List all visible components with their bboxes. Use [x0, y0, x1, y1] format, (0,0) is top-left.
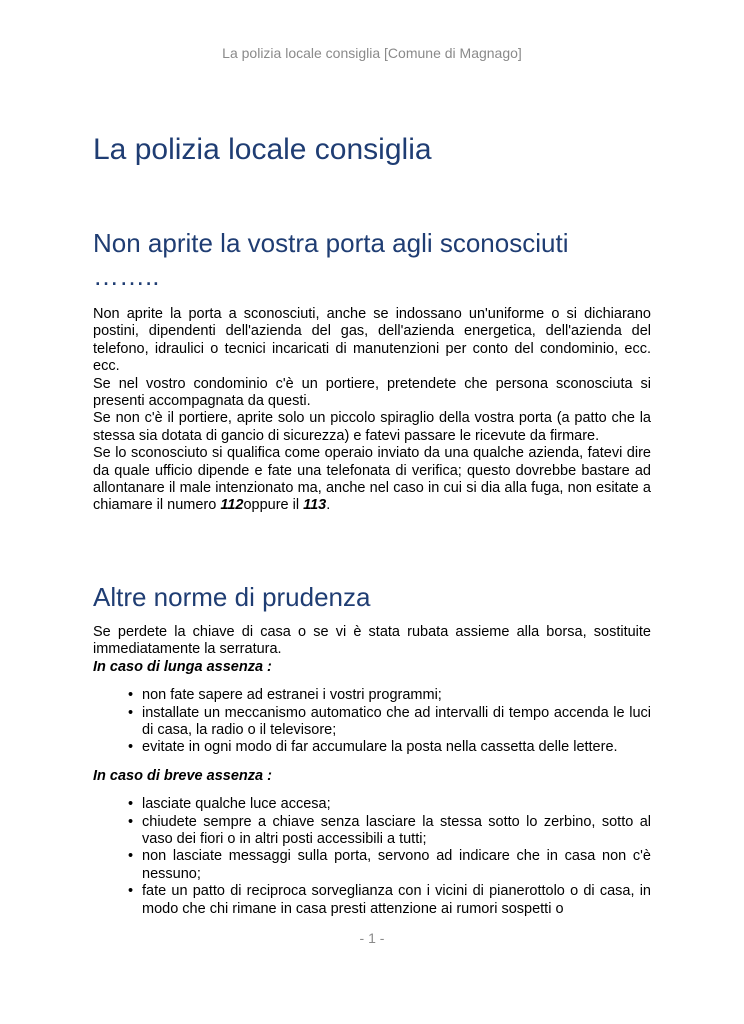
section-heading-door-line1: Non aprite la vostra porta agli sconosciuti	[93, 228, 569, 258]
list-item	[126, 814, 651, 849]
list-long-absence	[93, 687, 651, 757]
bullet-icon: •	[128, 848, 134, 865]
emergency-number-112: 112	[220, 497, 244, 514]
section-heading-prudence: Altre norme di prudenza	[93, 582, 371, 612]
section-body-door	[93, 306, 651, 515]
paragraph-text: Se lo sconosciuto si qualifica come operaio inviato da una qualche azienda, fatevi dire da quale ufficio dipende e fate una telefonata di verifica; questo dovrebbe bastare ad allontanare il male intenzionato ma, anche nel caso in cui si dia alla fuga, non esitate a chiamare il numero	[93, 445, 651, 514]
emergency-number-113: 113	[303, 497, 327, 514]
paragraph: Non aprite la porta a sconosciuti, anche se indossano un'uniforme o si dichiarano postini, dipendenti dell'azienda del gas, dell'azienda energetica, dell'azienda del telefono, idraulici o tecnici incaricati di manutenzioni per conto del condominio, ecc. ecc.	[93, 306, 651, 375]
list-item	[126, 687, 651, 704]
list-item	[126, 848, 651, 883]
page-title: La polizia locale consiglia	[93, 133, 432, 166]
paragraph: Se non c'è il portiere, aprite solo un piccolo spiraglio della vostra porta (a patto che la stessa sia dotata di gancio di sicurezza) e fatevi passare le ricevute da firmare.	[93, 410, 651, 444]
list-item-text: non lasciate messaggi sulla porta, servono ad indicare che in casa non c'è nessuno;	[142, 848, 651, 882]
list-item	[126, 883, 651, 918]
list-item	[126, 796, 651, 813]
list-item-text: chiudete sempre a chiave senza lasciare la stessa sotto lo zerbino, sotto al vaso dei fiori o in altri posti accessibili a tutti;	[142, 813, 651, 848]
subheading-short-absence: In caso di breve assenza :	[93, 767, 272, 784]
paragraph-intro: Se perdete la chiave di casa o se vi è stata rubata assieme alla borsa, sostituite immediatamente la serratura.	[93, 624, 651, 658]
section-heading-door	[93, 227, 653, 293]
bullet-icon: •	[128, 883, 134, 900]
bullet-icon: •	[128, 796, 134, 813]
list-item	[126, 739, 651, 756]
paragraph-end: .	[326, 497, 331, 514]
list-item-text: fate un patto di reciproca sorveglianza con i vicini di pianerottolo o di casa, in modo che chi rimane in casa presti attenzione ai rumori sospetti o	[142, 883, 651, 917]
list-item-text: lasciate qualche luce accesa;	[142, 796, 331, 813]
section-body-prudence	[93, 624, 651, 929]
paragraph-connector: oppure il	[243, 497, 304, 514]
subheading-long-absence: In caso di lunga assenza :	[93, 658, 272, 675]
bullet-icon: •	[128, 687, 134, 704]
bullet-icon: •	[128, 739, 134, 756]
list-short-absence	[93, 796, 651, 918]
bullet-icon: •	[128, 704, 134, 721]
paragraph: Se nel vostro condominio c'è un portiere, pretendete che persona sconosciuta si presenti accompagnata da questi.	[93, 375, 651, 410]
list-item-text: evitate in ogni modo di far accumulare la posta nella cassetta delle lettere.	[142, 739, 618, 756]
list-item-text: non fate sapere ad estranei i vostri programmi;	[142, 687, 442, 704]
list-item-text: installate un meccanismo automatico che ad intervalli di tempo accenda le luci di casa, la radio o il televisore;	[142, 704, 651, 739]
bullet-icon: •	[128, 813, 134, 830]
paragraph-emergency-numbers	[93, 445, 651, 515]
page-number: - 1 -	[359, 930, 385, 946]
list-item	[126, 705, 651, 740]
running-header: La polizia locale consiglia [Comune di Magnago]	[222, 45, 522, 61]
section-heading-door-line2: ……..	[93, 261, 160, 291]
